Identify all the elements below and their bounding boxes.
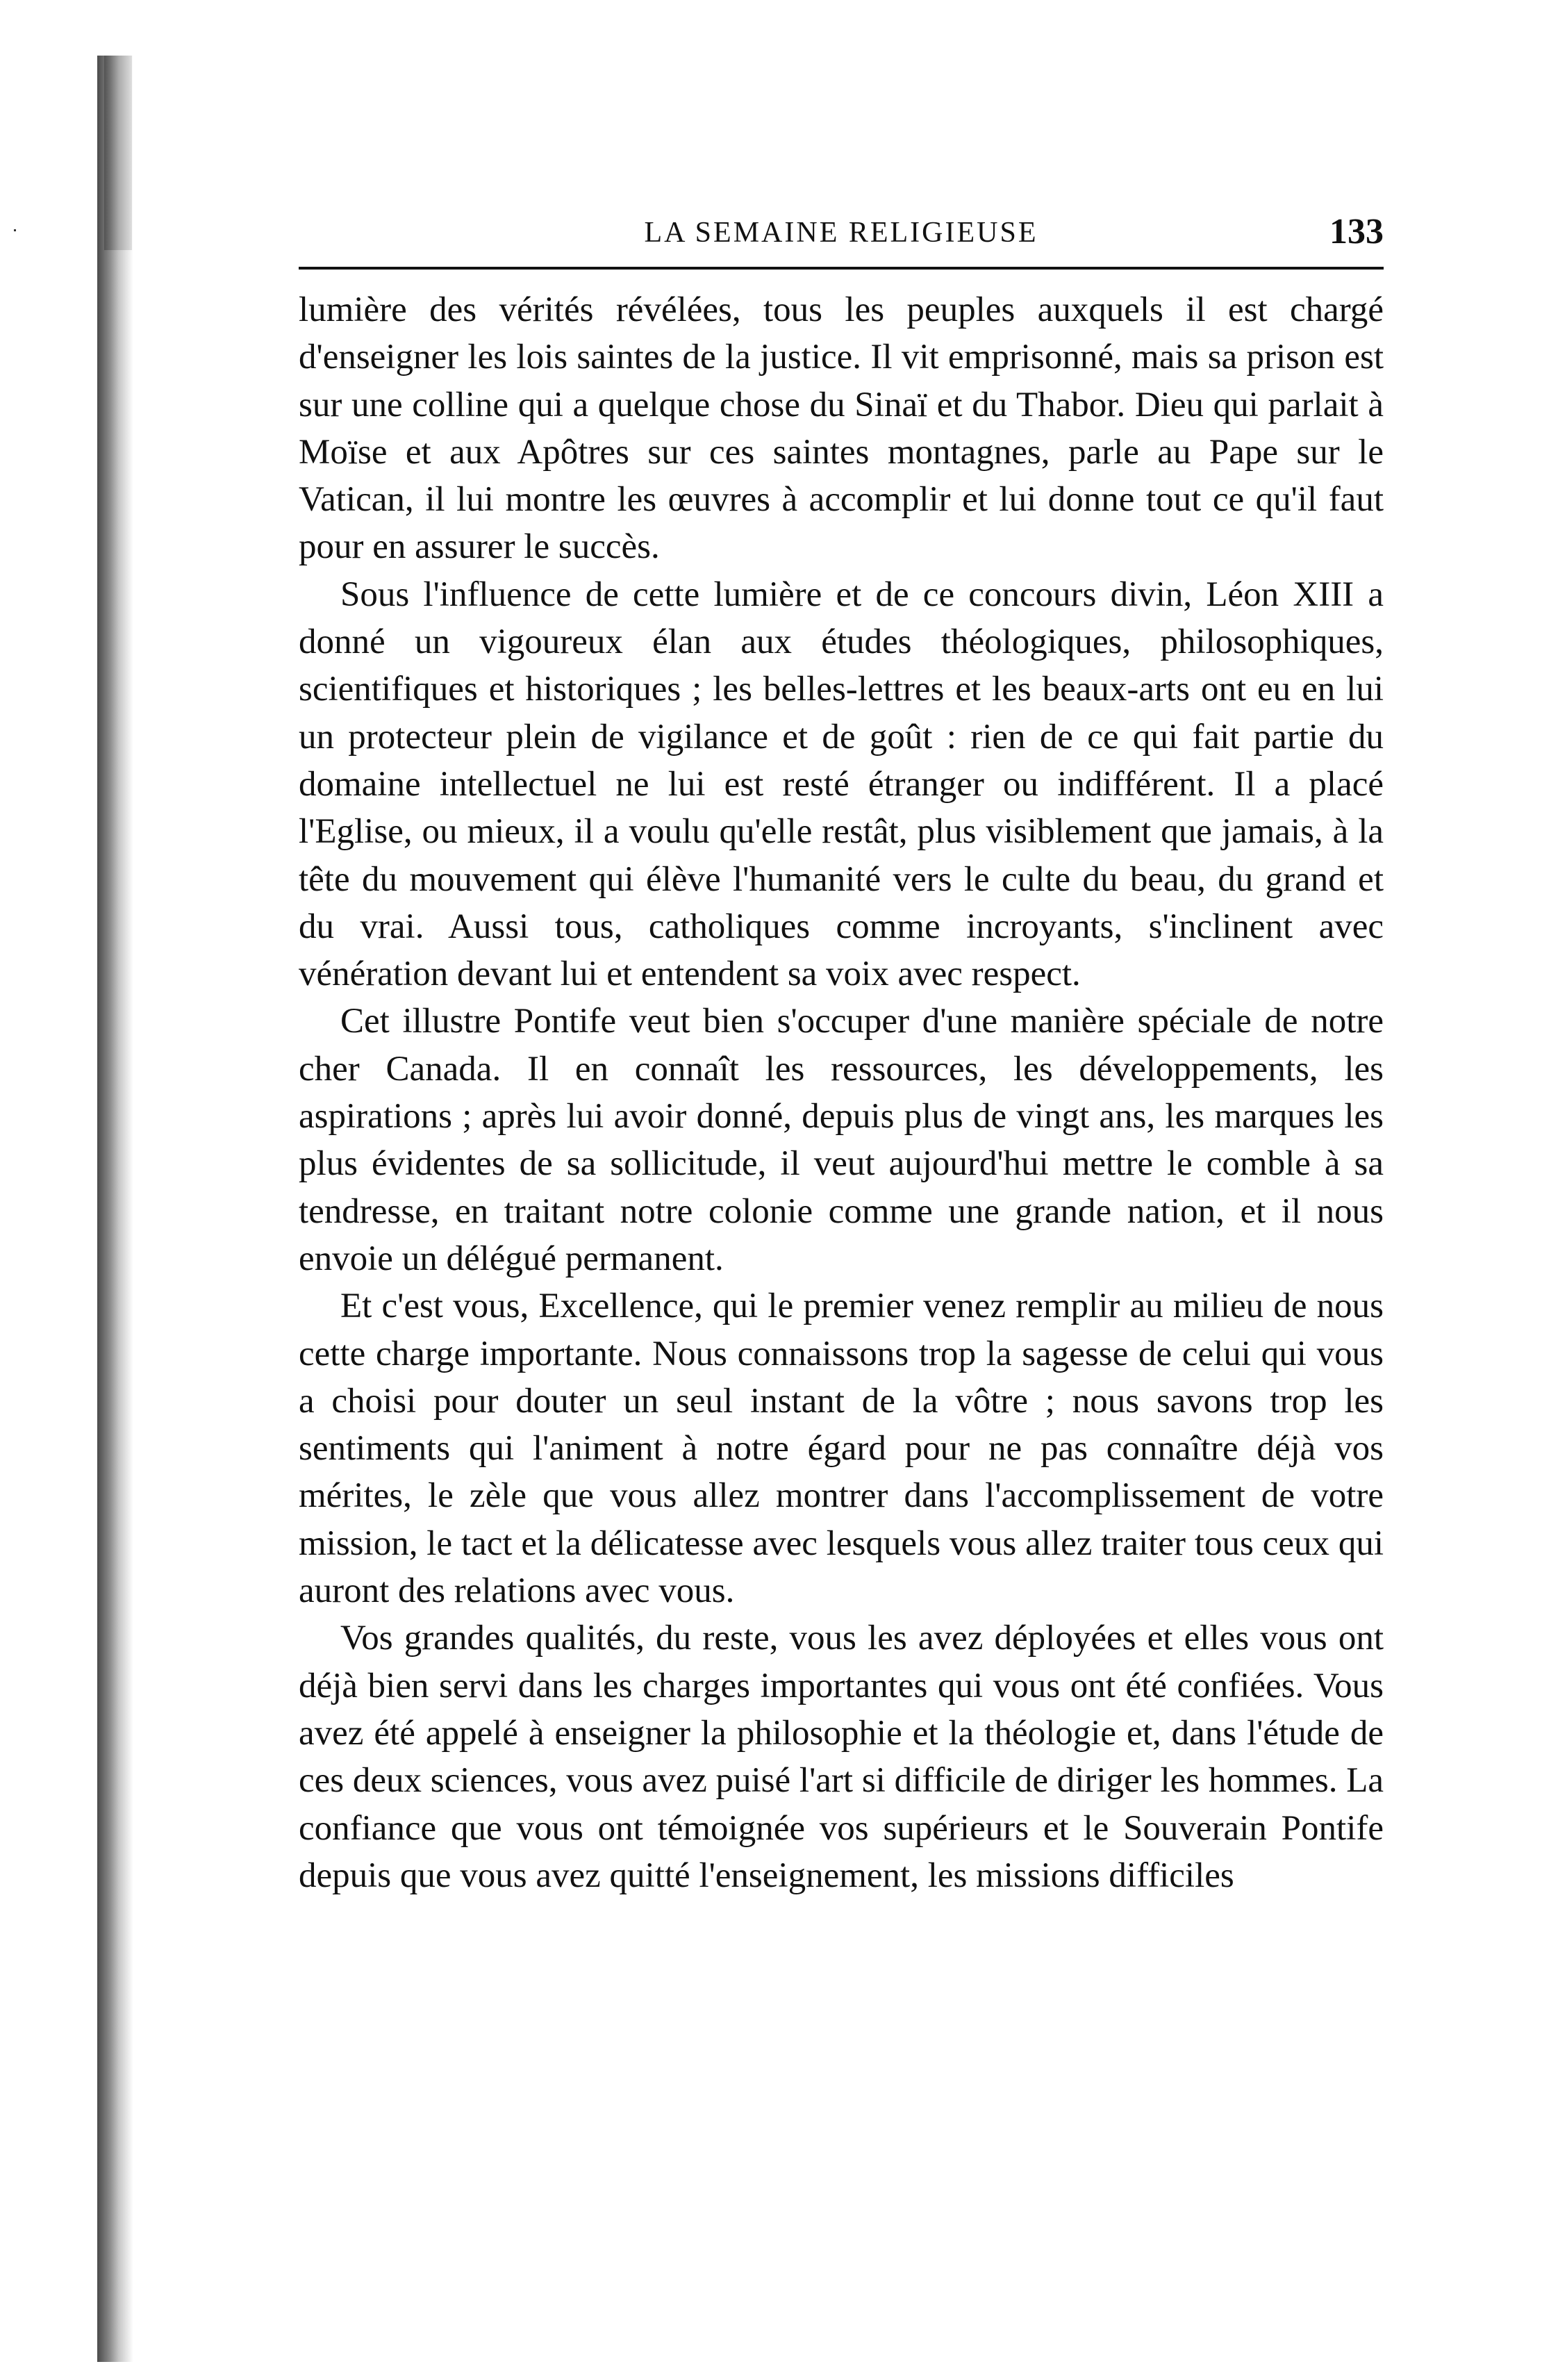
paragraph: Et c'est vous, Excellence, qui le premier venez remplir au milieu de nous cette charge importante. Nous connaissons trop la sagesse de celui qui vous a choisi pour douter un seul instant de la vôtre ; nous savons trop les sentiments qui l'animent à notre égard pour ne pas connaître déjà vos mérites, le zèle que vous allez montrer dans l'accomplissement de votre mission, le tact et la délicatesse avec lesquels vous allez traiter tous ceux qui auront des relations avec vous. xyxy=(299,1287,1384,1611)
page-number: 133 xyxy=(1329,212,1384,251)
running-head xyxy=(299,212,1384,264)
paragraph: Sous l'influence de cette lumière et de ce concours divin, Léon XIII a donné un vigoureux élan aux études théologiques, philosophiques, scientifiques et historiques ; les belles-lettres et les beaux-arts ont eu en lui un protecteur plein de vigilance et de goût : rien de ce qui fait partie du domaine intellectuel ne lui est resté étranger ou indifférent. Il a placé l'Eglise, ou mieux, il a voulu qu'elle restât, plus visiblement que jamais, à la tête du mouvement qui élève l'humanité vers le culte du beau, du grand et du vrai. Aussi tous, catholiques comme incroyants, s'inclinent avec vénération devant lui et entendent sa voix avec respect. xyxy=(299,575,1384,994)
running-title: LA SEMAINE RELIGIEUSE xyxy=(644,217,1038,249)
header-rule xyxy=(299,267,1384,270)
book-page xyxy=(299,212,1384,1899)
body-text xyxy=(299,286,1384,1899)
paragraph: Cet illustre Pontife veut bien s'occuper d'une manière spéciale de notre cher Canada. Il en connaît les ressources, les développements, les aspirations ; après lui avoir donné, depuis plus de vingt ans, les marques les plus évidentes de sa sollicitude, il veut aujourd'hui mettre le comble à sa tendresse, en traitant notre colonie comme une grande nation, et il nous envoie un délégué permanent. xyxy=(299,1002,1384,1278)
paragraph-continuation: lumière des vérités révélées, tous les peuples auxquels il est chargé d'enseigner les lois saintes de la justice. Il vit emprisonné, mais sa prison est sur une colline qui a quelque chose du Sinaï et du Thabor. Dieu qui parlait à Moïse et aux Apôtres sur ces saintes montagnes, parle au Pape sur le Vatican, il lui montre les œuvres à accomplir et lui donne tout ce qu'il faut pour en assurer le succès. xyxy=(299,290,1384,567)
scan-speck xyxy=(14,229,16,231)
paragraph: Vos grandes qualités, du reste, vous les avez déployées et elles vous ont déjà bien servi dans les charges importantes qui vous ont été confiées. Vous avez été appelé à enseigner la philosophie et la théologie et, dans l'étude de ces deux sciences, vous avez puisé l'art si difficile de diriger les hommes. La confiance que vous ont témoignée vos supérieurs et le Souverain Pontife depuis que vous avez quitté l'enseignement, les missions difficiles xyxy=(299,1619,1384,1895)
binding-shadow xyxy=(97,56,133,2362)
